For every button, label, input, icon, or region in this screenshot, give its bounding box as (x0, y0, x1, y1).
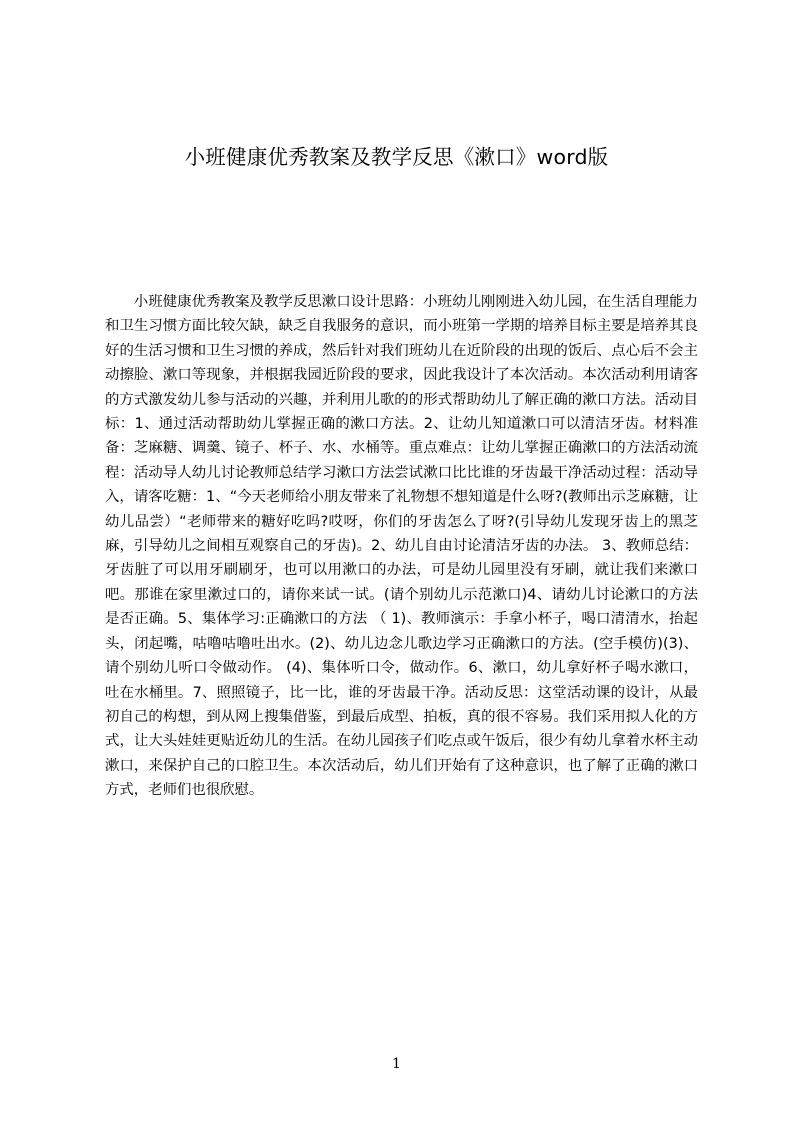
document-title: 小班健康优秀教案及教学反思《漱口》word版 (184, 145, 609, 169)
document-body: 小班健康优秀教案及教学反思漱口设计思路：小班幼儿刚刚进入幼儿园，在生活自理能力和卫生习惯方面比较欠缺，缺乏自我服务的意识，而小班第一学期的培养目标主要是培养其良好的生活习惯和卫生习惯的养成，然后针对我们班幼儿在近阶段的出现的饭后、点心后不会主动擦脸、漱口等现象，并根据我园近阶段的要求，因此我设计了本次活动。本次活动利用请客的方式激发幼儿参与活动的兴趣，并利用儿歌的的形式帮助幼儿了解正确的漱口方法。活动目标：1、通过活动帮助幼儿掌握正确的漱口方法。2、让幼儿知道漱口可以清洁牙齿。材料准备：芝麻糖、调羹、镜子、杯子、水、水桶等。重点难点：让幼儿掌握正确漱口的方法活动流程：活动导人幼儿讨论教师总结学习漱口方法尝试漱口比比谁的牙齿最干净活动过程：活动导入，请客吃糖：1、“今天老师给小朋友带来了礼物想不想知道是什么呀?(教师出示芝麻糖，让幼儿品尝）“老师带来的糖好吃吗?哎呀，你们的牙齿怎么了呀?(引导幼儿发现牙齿上的黑芝麻，引导幼儿之间相互观察自己的牙齿)。2、幼儿自由讨论清洁牙齿的办法。 3、教师总结：牙齿脏了可以用牙刷刷牙，也可以用漱口的办法，可是幼儿园里没有牙刷，就让我们来漱口吧。那谁在家里漱过口的，请你来试一试。(请个别幼儿示范漱口)4、请幼儿讨论漱口的方法是否正确。5、集体学习:正确漱口的方法 （ 1)、教师演示：手拿小杯子，喝口清清水，抬起头，闭起嘴，咕噜咕噜吐出水。(2)、幼儿边念儿歌边学习正确漱口的方法。(空手模仿)(3)、请个别幼儿听口令做动作。 (4)、集体听口令，做动作。6、漱口，幼儿拿好杯子喝水漱口，吐在水桶里。7、照照镜子，比一比，谁的牙齿最干净。活动反思：这堂活动课的设计，从最初自己的构想，到从网上搜集借鉴，到最后成型、拍板，真的很不容易。我们采用拟人化的方式，让大头娃娃更贴近幼儿的生活。在幼儿园孩子们吃点或午饭后，很少有幼儿拿着水杯主动漱口，来保护自己的口腔卫生。本次活动后，幼儿们开始有了这种意识，也了解了正确的漱口方式，老师们也很欣慰。 (105, 294, 698, 799)
page-number: 1 (392, 1056, 401, 1072)
